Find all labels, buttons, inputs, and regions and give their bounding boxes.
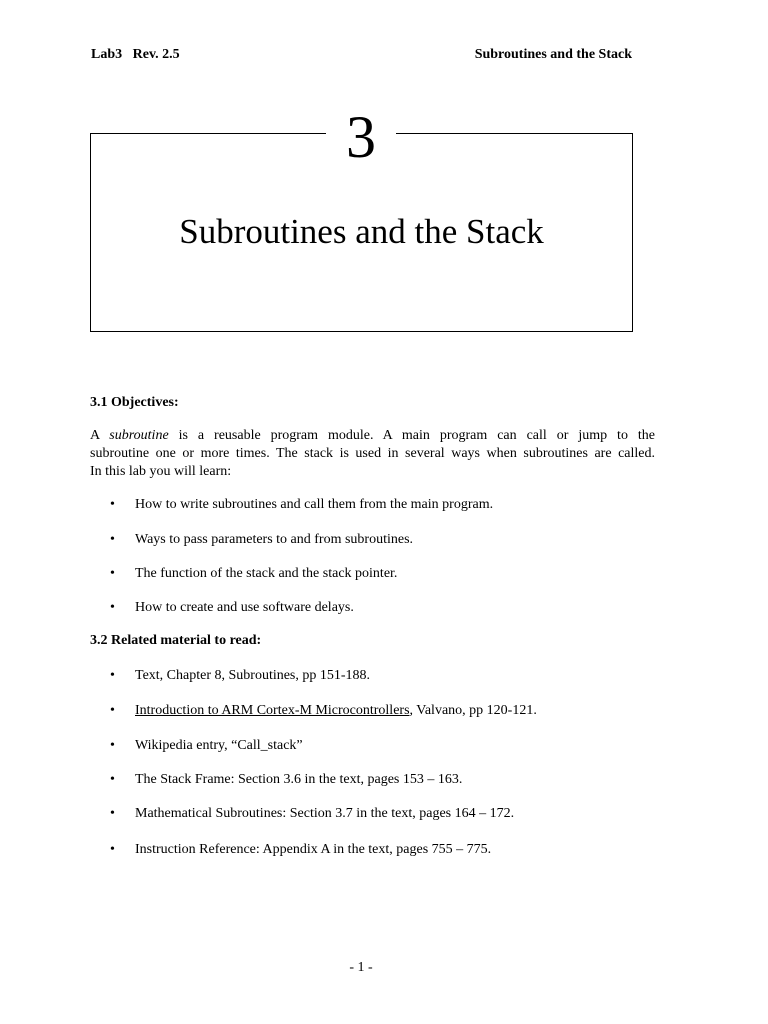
chapter-number: 3 [326,104,396,170]
bullet-icon: • [110,806,115,821]
bullet-icon: • [110,532,115,547]
list-item: • Instruction Reference: Appendix A in the text, pages 755 – 775. [110,842,492,857]
paragraph-line: In this lab you will learn: [90,464,232,479]
list-item: • How to write subroutines and call them from the main program. [110,497,494,512]
bullet-icon: • [110,738,115,753]
bullet-icon: • [110,600,115,615]
list-item: • The function of the stack and the stack pointer. [110,566,398,581]
page-number: - 1 - [349,960,373,975]
paragraph-text: is a reusable program module. A main program can call or jump to the [168,428,655,443]
book-title-link[interactable]: Introduction to ARM Cortex-M Microcontrollers [135,703,410,718]
bullet-icon: • [110,497,115,512]
list-item: • How to create and use software delays. [110,600,354,615]
list-item: • Ways to pass parameters to and from subroutines. [110,532,414,547]
list-item: • Text, Chapter 8, Subroutines, pp 151-188. [110,668,371,683]
paragraph-text: A [90,428,110,443]
section-heading-related-material: 3.2 Related material to read: [90,633,262,648]
list-item: • The Stack Frame: Section 3.6 in the text, pages 153 – 163. [110,772,463,787]
bullet-icon: • [110,842,115,857]
paragraph-line [90,427,655,445]
list-item: • Mathematical Subroutines: Section 3.7 in the text, pages 164 – 172. [110,806,515,821]
header-lab-revision: Lab3 Rev. 2.5 [91,47,180,62]
bullet-icon: • [110,566,115,581]
section-heading-objectives: 3.1 Objectives: [90,395,179,410]
bullet-icon: • [110,703,115,718]
bullet-icon: • [110,668,115,683]
list-item: • Introduction to ARM Cortex-M Microcontrollers, Valvano, pp 120-121. [110,703,537,718]
header-chapter-title: Subroutines and the Stack [474,47,632,62]
paragraph-line: subroutine one or more times. The stack is used in several ways when subroutines are called. [90,446,655,461]
subroutine-term: subroutine [109,428,169,443]
bullet-icon: • [110,772,115,787]
objectives-paragraph [90,427,655,481]
chapter-title: Subroutines and the Stack [179,212,544,251]
list-item: • Wikipedia entry, “Call_stack” [110,738,303,753]
